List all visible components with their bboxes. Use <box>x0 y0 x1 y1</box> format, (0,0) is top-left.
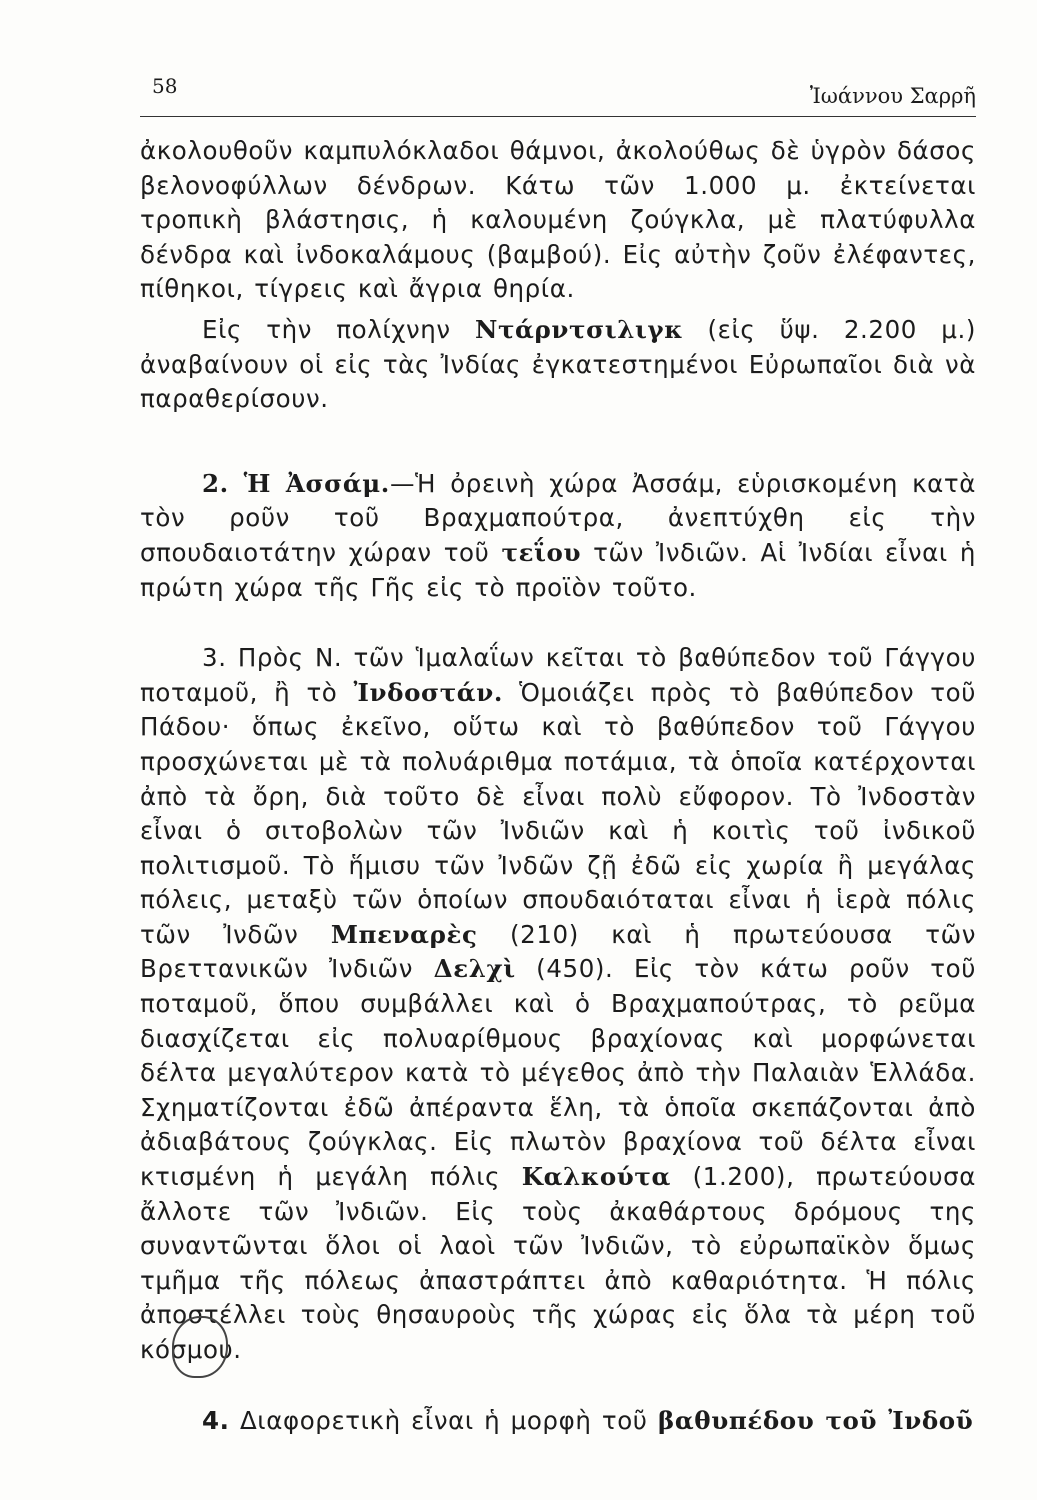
place-name-bold: Καλκούτα <box>521 1162 671 1192</box>
paragraph-darjeeling <box>140 313 976 417</box>
section-number: 3. <box>202 643 227 673</box>
paragraph-indus <box>140 1404 976 1439</box>
handwritten-circle-mark <box>172 1316 228 1378</box>
place-name-bold: Ντάρντσιλιγκ <box>474 314 684 344</box>
paragraph-text: —Ἡ ὀρεινὴ χώρα Ἀσσάμ, εὑρισκομένη κατὰ τὸν ροῦν τοῦ Βραχμαπούτρα, ἀνεπτύχθη εἰς τὴν σπουδαιοτάτην χώραν τοῦ <box>140 468 976 567</box>
paragraph-assam <box>140 467 976 605</box>
section-heading-assam: 2. Ἡ Ἀσσάμ. <box>202 468 390 498</box>
paragraph-vegetation <box>140 134 976 307</box>
page-number: 58 <box>152 74 178 98</box>
place-name-bold: Ἰνδοστάν. <box>353 677 503 707</box>
section-number: 4. <box>202 1405 230 1435</box>
paragraph-text: Ὁμοιάζει πρὸς τὸ βαθύπεδον τοῦ Πάδου· ὅπως ἐκεῖνο, οὕτω καὶ τὸ βαθύπεδον τοῦ Γάγγου προσχώνεται μὲ τὰ πολυάριθμα ποτάμια, τὰ ὁποῖα κατέρχονται ἀπὸ τὰ ὄρη, διὰ τοῦτο δὲ εἶναι πολὺ εὔφορον. Τὸ Ἰνδοστὰν εἶναι ὁ σιτοβολὼν τῶν Ἰνδιῶν καὶ ἡ κοιτὶς τοῦ ἰνδικοῦ πολιτισμοῦ. Τὸ ἥμισυ τῶν Ἰνδῶν ζῇ ἐδῶ εἰς χωρία ἢ μεγάλας πόλεις, μεταξὺ τῶν ὁποίων σπουδαιόταται εἶναι ἡ ἱερὰ πόλις τῶν Ἰνδῶν <box>140 677 976 949</box>
header-rule <box>140 116 976 117</box>
place-name-bold: Δελχὶ <box>433 954 516 984</box>
paragraph-text: Εἰς τὴν πολίχνην <box>202 314 475 344</box>
paragraph-text: τῶν Ἰνδιῶν. Αἱ Ἰνδίαι εἶναι ἡ πρώτη χώρα τῆς Γῆς εἰς τὸ προϊὸν τοῦτο. <box>140 537 976 602</box>
paragraph-text: Πρὸς Ν. τῶν Ἱμαλαΐων κεῖται τὸ βαθύπεδον τοῦ Γάγγου ποταμοῦ, ἢ τὸ <box>140 643 976 707</box>
paragraph-text: ἀκολουθοῦν καμπυλόκλαδοι θάμνοι, ἀκολούθως δὲ ὑγρὸν δάσος βελονοφύλλων δένδρων. Κάτω τῶν 1.000 μ. ἐκτείνεται τροπικὴ βλάστησις, ἡ καλουμένη ζούγκλα, μὲ πλατύφυλλα δένδρα καὶ ἰνδοκαλάμους (βαμβού). Εἰς αὐτὴν ζοῦν ἐλέφαντες, πίθηκοι, τίγρεις καὶ ἄγρια θηρία. <box>140 136 976 304</box>
paragraph-text: (450). Εἰς τὸν κάτω ροῦν τοῦ ποταμοῦ, ὅπου συμβάλλει καὶ ὁ Βραχμαπούτρας, τὸ ρεῦμα διασχίζεται εἰς πολυαρίθμους βραχίονας καὶ μορφώνεται δέλτα μεγαλύτερον κατὰ τὸ μέγεθος ἀπὸ τὴν Παλαιὰν Ἑλλάδα. Σχηματίζονται ἐδῶ ἀπέραντα ἕλη, τὰ ὁποῖα σκεπάζονται ἀπὸ ἀδιαβάτους ζούγκλας. Εἰς πλωτὸν βραχίονα τοῦ δέλτα εἶναι κτισμένη ἡ μεγάλη πόλις <box>140 954 976 1192</box>
paragraph-text: (210) καὶ ἡ πρωτεύουσα τῶν Βρεττανικῶν Ἰνδιῶν <box>140 919 976 984</box>
term-bold: βαθυπέδου τοῦ Ἰνδοῦ <box>657 1405 974 1435</box>
running-head: Ἰωάννου Σαρρῆ <box>809 84 976 108</box>
page-body <box>140 134 976 1474</box>
paragraph-hindustan <box>140 641 976 1367</box>
place-name-bold: Μπεναρὲς <box>330 919 478 949</box>
section-gap <box>140 417 976 467</box>
paragraph-text: (εἰς ὕψ. 2.200 μ.) ἀναβαίνουν οἱ εἰς τὰς Ἰνδίας ἐγκατεστημένοι Εὐρωπαῖοι διὰ νὰ παραθερίσουν. <box>140 314 976 414</box>
paragraph-text: Διαφορετικὴ εἶναι ἡ μορφὴ τοῦ <box>229 1405 658 1435</box>
page-header <box>140 70 976 120</box>
paragraph-text: (1.200), πρωτεύουσα ἄλλοτε τῶν Ἰνδιῶν. Εἰς τοὺς ἀκαθάρτους δρόμους της συναντῶνται ὅλοι οἱ λαοὶ τῶν Ἰνδιῶν, τὸ εὐρωπαϊκὸν ὅμως τμῆμα τῆς πόλεως ἀπαστράπτει ἀπὸ καθαριότητα. Ἡ πόλις ἀποστέλλει τοὺς θησαυροὺς τῆς χώρας εἰς ὅλα τὰ μέρη τοῦ κόσμου. <box>140 1162 976 1364</box>
term-bold: τεΐου <box>501 537 582 567</box>
